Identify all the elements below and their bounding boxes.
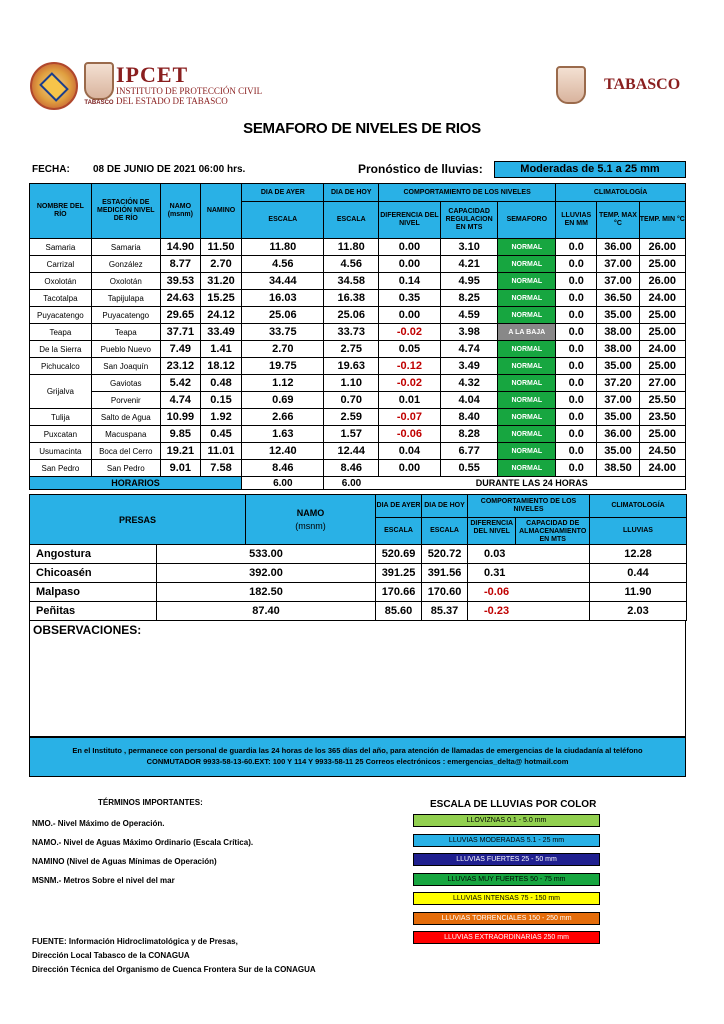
term-item: NMO.- Nivel Máximo de Operación. <box>32 819 165 828</box>
cell-namino: 0.15 <box>200 392 241 409</box>
cell-diff: 0.01 <box>379 392 441 409</box>
cell-hoy: 11.80 <box>324 239 379 256</box>
cell-rain: 0.0 <box>556 358 597 375</box>
river-header: NOMBRE DEL RÍO <box>30 184 92 239</box>
rain-scale-item: LLUVIAS TORRENCIALES 150 - 250 mm <box>413 912 600 925</box>
cell-hoy: 25.06 <box>324 307 379 324</box>
diff-header: DIFERENCIA DEL NIVEL <box>379 202 441 239</box>
cell-tmin: 25.50 <box>639 392 685 409</box>
observaciones-label: OBSERVACIONES: <box>33 623 142 637</box>
horario-hoy: 6.00 <box>324 477 379 490</box>
cell-sem: NORMAL <box>498 239 556 256</box>
dams-body-table <box>29 544 687 621</box>
dams-diff-capacity-header: DIFERENCIA DEL NIVEL CAPACIDAD DE ALMACENAMIENTO EN MTS <box>468 518 590 545</box>
cell-station: Oxolotán <box>91 273 160 290</box>
cell-cap: 0.55 <box>440 460 498 477</box>
cell-tmin: 25.00 <box>639 324 685 341</box>
cell-sem: NORMAL <box>498 341 556 358</box>
dams-climatology-header: CLIMATOLOGÍA <box>590 495 687 518</box>
org-short-name: IPCET <box>116 62 189 87</box>
source-block <box>32 935 316 977</box>
table-row <box>30 409 686 426</box>
table-row <box>30 583 687 602</box>
cell-name: Chicoasén <box>30 564 157 583</box>
cell-tmax: 37.00 <box>597 273 639 290</box>
tabasco-crest-small: TABASCO <box>82 62 116 106</box>
table-row <box>30 564 687 583</box>
cell-diff: 0.00 <box>379 256 441 273</box>
cell-hoy: 85.37 <box>422 602 468 621</box>
cell-station: Gaviotas <box>91 375 160 392</box>
cell-hoy: 520.72 <box>422 545 468 564</box>
cell-namo: 7.49 <box>160 341 200 358</box>
table-row <box>30 341 686 358</box>
namo-header: NAMO (msnm) <box>160 184 200 239</box>
table-row <box>30 273 686 290</box>
climatology-header: CLIMATOLOGÍA <box>556 184 686 202</box>
cell-river: Pichucalco <box>30 358 92 375</box>
cell-diff: 0.31 <box>468 564 590 583</box>
cell-tmin: 24.50 <box>639 443 685 460</box>
dams-table <box>29 494 687 545</box>
cell-cap: 4.95 <box>440 273 498 290</box>
today-header: DIA DE HOY <box>324 184 379 202</box>
cell-namo: 23.12 <box>160 358 200 375</box>
cell-station: Boca del Cerro <box>91 443 160 460</box>
source-line: FUENTE: Información Hidroclimatológica y de Presas, <box>32 937 238 946</box>
presas-header: PRESAS <box>30 495 246 545</box>
cell-tmin: 23.50 <box>639 409 685 426</box>
day-before-header: DIA DE AYER <box>242 184 324 202</box>
cell-tmax: 36.00 <box>597 426 639 443</box>
rain-scale-item: LLUVIAS INTENSAS 75 - 150 mm <box>413 892 600 905</box>
cell-hoy: 16.38 <box>324 290 379 307</box>
cell-rain: 0.0 <box>556 256 597 273</box>
table-row <box>30 602 687 621</box>
cell-name: Angostura <box>30 545 157 564</box>
scale-header: ESCALA <box>324 202 379 239</box>
cell-cap: 4.74 <box>440 341 498 358</box>
proteccion-civil-logo <box>30 62 78 110</box>
rain-header: LLUVIAS EN MM <box>556 202 597 239</box>
cell-namo: 87.40 <box>157 602 376 621</box>
cell-sem: NORMAL <box>498 273 556 290</box>
cell-diff: 0.00 <box>379 460 441 477</box>
cell-hoy: 4.56 <box>324 256 379 273</box>
cell-hoy: 2.75 <box>324 341 379 358</box>
cell-hoy: 12.44 <box>324 443 379 460</box>
cell-rain: 0.0 <box>556 239 597 256</box>
cell-cap: 3.49 <box>440 358 498 375</box>
cell-sem: NORMAL <box>498 392 556 409</box>
cell-station: San Joaquín <box>91 358 160 375</box>
table-row <box>30 256 686 273</box>
cell-ayer: 25.06 <box>242 307 324 324</box>
cell-ayer: 16.03 <box>242 290 324 307</box>
cell-hoy: 391.56 <box>422 564 468 583</box>
cell-cap: 8.28 <box>440 426 498 443</box>
cell-station: Puyacatengo <box>91 307 160 324</box>
cell-sem: NORMAL <box>498 290 556 307</box>
cell-station: González <box>91 256 160 273</box>
terms-list <box>32 814 253 890</box>
horario-ayer: 6.00 <box>242 477 324 490</box>
cell-ayer: 2.70 <box>242 341 324 358</box>
cell-name: Malpaso <box>30 583 157 602</box>
cell-namino: 2.70 <box>200 256 241 273</box>
rain-scale-item: LLUVIAS MUY FUERTES 50 - 75 mm <box>413 873 600 886</box>
source-line: Dirección Técnica del Organismo de Cuenca Frontera Sur de la CONAGUA <box>32 965 316 974</box>
cell-diff: 0.14 <box>379 273 441 290</box>
cell-cap: 3.98 <box>440 324 498 341</box>
cell-namo: 182.50 <box>157 583 376 602</box>
cell-rain: 0.0 <box>556 307 597 324</box>
observaciones-box <box>29 620 686 737</box>
notice-line: CONMUTADOR 9933-58-13-60.EXT: 100 Y 114 Y 9933-58-11 25 Correos electrónicos : emergencias_delta@ hotmail.com <box>146 757 569 766</box>
cell-hoy: 33.73 <box>324 324 379 341</box>
cell-tmax: 38.00 <box>597 341 639 358</box>
cell-diff: -0.06 <box>468 583 590 602</box>
cell-namino: 18.12 <box>200 358 241 375</box>
dams-behavior-header: COMPORTAMIENTO DE LOS NIVELES <box>468 495 590 518</box>
cell-namo: 39.53 <box>160 273 200 290</box>
cell-station: Samaria <box>91 239 160 256</box>
cell-tmax: 35.00 <box>597 358 639 375</box>
table-row <box>30 460 686 477</box>
forecast-label: Pronóstico de lluvias: <box>358 162 483 176</box>
table-row <box>30 545 687 564</box>
cell-tmin: 25.00 <box>639 256 685 273</box>
rain-scale-item: LLUVIAS EXTRAORDINARIAS 250 mm <box>413 931 600 944</box>
cell-diff: 0.04 <box>379 443 441 460</box>
table-row <box>30 443 686 460</box>
cell-namo: 9.01 <box>160 460 200 477</box>
cell-ayer: 33.75 <box>242 324 324 341</box>
cell-cap: 4.32 <box>440 375 498 392</box>
rain-scale-item: LLUVIAS MODERADAS 5.1 - 25 mm <box>413 834 600 847</box>
cell-diff: 0.35 <box>379 290 441 307</box>
cell-cap: 2.03 <box>590 602 687 621</box>
cell-station: Pueblo Nuevo <box>91 341 160 358</box>
cell-ayer: 391.25 <box>376 564 422 583</box>
cell-tmin: 26.00 <box>639 239 685 256</box>
cell-cap: 4.04 <box>440 392 498 409</box>
cell-station: Porvenir <box>91 392 160 409</box>
cell-diff: -0.02 <box>379 375 441 392</box>
cell-namino: 1.41 <box>200 341 241 358</box>
cell-tmax: 37.20 <box>597 375 639 392</box>
dams-day-before-header: DIA DE AYER <box>376 495 422 518</box>
rain-scale-title: ESCALA DE LLUVIAS POR COLOR <box>430 799 597 810</box>
cell-diff: 0.03 <box>468 545 590 564</box>
table-row <box>30 426 686 443</box>
cell-ayer: 2.66 <box>242 409 324 426</box>
behavior-header: COMPORTAMIENTO DE LOS NIVELES <box>379 184 556 202</box>
cell-namo: 9.85 <box>160 426 200 443</box>
cell-sem: A LA BAJA <box>498 324 556 341</box>
scale-header: ESCALA <box>242 202 324 239</box>
cell-cap: 3.10 <box>440 239 498 256</box>
semaforo-header: SEMAFORO <box>498 202 556 239</box>
cell-tmax: 36.50 <box>597 290 639 307</box>
dams-namo-header: NAMO (msnm) <box>246 495 376 545</box>
cell-sem: NORMAL <box>498 426 556 443</box>
cell-hoy: 0.70 <box>324 392 379 409</box>
cell-namino: 15.25 <box>200 290 241 307</box>
cell-cap: 4.21 <box>440 256 498 273</box>
cell-rain: 0.0 <box>556 273 597 290</box>
cell-rain: 0.0 <box>556 375 597 392</box>
dams-scale-header: ESCALA <box>376 518 422 545</box>
cell-river: Puyacatengo <box>30 307 92 324</box>
terms-title: TÉRMINOS IMPORTANTES: <box>98 798 203 807</box>
cell-cap: 8.25 <box>440 290 498 307</box>
cell-sem: NORMAL <box>498 460 556 477</box>
cell-namo: 19.21 <box>160 443 200 460</box>
cell-ayer: 1.63 <box>242 426 324 443</box>
cell-ayer: 4.56 <box>242 256 324 273</box>
cell-sem: NORMAL <box>498 307 556 324</box>
cell-rain: 0.0 <box>556 443 597 460</box>
cell-sem: NORMAL <box>498 409 556 426</box>
cell-tmax: 37.00 <box>597 256 639 273</box>
cell-tmin: 25.00 <box>639 426 685 443</box>
cell-diff: 0.00 <box>379 239 441 256</box>
cell-cap: 12.28 <box>590 545 687 564</box>
term-item: NAMO.- Nivel de Aguas Máximo Ordinario (Escala Crítica). <box>32 838 254 847</box>
page-title: SEMAFORO DE NIVELES DE RIOS <box>243 120 481 137</box>
cell-hoy: 19.63 <box>324 358 379 375</box>
cell-tmax: 38.50 <box>597 460 639 477</box>
cell-cap: 8.40 <box>440 409 498 426</box>
cell-diff: -0.12 <box>379 358 441 375</box>
cell-tmin: 27.00 <box>639 375 685 392</box>
table-row <box>30 375 686 392</box>
cell-namo: 24.63 <box>160 290 200 307</box>
cell-rain: 0.0 <box>556 392 597 409</box>
cell-tmax: 37.00 <box>597 392 639 409</box>
cell-diff: 0.00 <box>379 307 441 324</box>
cell-ayer: 520.69 <box>376 545 422 564</box>
term-item: MSNM.- Metros Sobre el nivel del mar <box>32 876 175 885</box>
tmin-header: TEMP. MIN °C <box>639 202 685 239</box>
cell-namo: 14.90 <box>160 239 200 256</box>
tmax-header: TEMP. MAX °C <box>597 202 639 239</box>
cell-river: Grijalva <box>30 375 92 409</box>
term-item: NAMINO (Nivel de Aguas Mínimas de Operación) <box>32 857 217 866</box>
table-row <box>30 324 686 341</box>
cell-rain: 0.0 <box>556 324 597 341</box>
cell-namo: 5.42 <box>160 375 200 392</box>
cell-namo: 37.71 <box>160 324 200 341</box>
cell-rain: 0.0 <box>556 426 597 443</box>
cell-tmax: 35.00 <box>597 409 639 426</box>
cell-tmin: 24.00 <box>639 290 685 307</box>
date-label: FECHA: <box>32 164 70 175</box>
cell-diff: -0.06 <box>379 426 441 443</box>
cell-diff: -0.02 <box>379 324 441 341</box>
cell-sem: NORMAL <box>498 443 556 460</box>
cell-tmin: 26.00 <box>639 273 685 290</box>
cell-tmin: 25.00 <box>639 358 685 375</box>
cell-namino: 0.45 <box>200 426 241 443</box>
cell-cap: 11.90 <box>590 583 687 602</box>
cell-ayer: 12.40 <box>242 443 324 460</box>
rain-scale-item: LLOVIZNAS 0.1 - 5.0 mm <box>413 814 600 827</box>
namino-header: NAMINO <box>200 184 241 239</box>
cell-rain: 0.0 <box>556 460 597 477</box>
cell-river: Carrizal <box>30 256 92 273</box>
source-line: Dirección Local Tabasco de la CONAGUA <box>32 951 190 960</box>
cell-station: Tapijulapa <box>91 290 160 307</box>
cell-namino: 11.01 <box>200 443 241 460</box>
cell-tmin: 24.00 <box>639 460 685 477</box>
cell-namo: 4.74 <box>160 392 200 409</box>
cell-namino: 0.48 <box>200 375 241 392</box>
cell-river: Oxolotán <box>30 273 92 290</box>
cell-ayer: 85.60 <box>376 602 422 621</box>
cell-station: San Pedro <box>91 460 160 477</box>
tabasco-crest-large <box>556 66 586 104</box>
cell-hoy: 34.58 <box>324 273 379 290</box>
cell-ayer: 19.75 <box>242 358 324 375</box>
forecast-value: Moderadas de 5.1 a 25 mm <box>494 161 686 178</box>
cell-namino: 11.50 <box>200 239 241 256</box>
cell-river: San Pedro <box>30 460 92 477</box>
dams-scale-header: ESCALA <box>422 518 468 545</box>
cell-sem: NORMAL <box>498 375 556 392</box>
table-row <box>30 307 686 324</box>
cell-tmax: 35.00 <box>597 443 639 460</box>
date-value: 08 DE JUNIO DE 2021 06:00 hrs. <box>93 164 246 175</box>
dams-today-header: DIA DE HOY <box>422 495 468 518</box>
cell-station: Salto de Agua <box>91 409 160 426</box>
org-full-name: INSTITUTO DE PROTECCIÓN CIVIL DEL ESTADO DE TABASCO <box>116 86 263 106</box>
cell-tmin: 24.00 <box>639 341 685 358</box>
rain-scale-item: LLUVIAS FUERTES 25 - 50 mm <box>413 853 600 866</box>
cell-tmax: 35.00 <box>597 307 639 324</box>
cell-river: Usumacinta <box>30 443 92 460</box>
cell-river: Tacotalpa <box>30 290 92 307</box>
cell-tmin: 25.00 <box>639 307 685 324</box>
cell-diff: -0.07 <box>379 409 441 426</box>
cell-tmax: 38.00 <box>597 324 639 341</box>
cell-hoy: 2.59 <box>324 409 379 426</box>
horario-note: DURANTE LAS 24 HORAS <box>379 477 686 490</box>
cell-sem: NORMAL <box>498 256 556 273</box>
station-header: ESTACIÓN DE MEDICIÓN NIVEL DE RÍO <box>91 184 160 239</box>
cell-ayer: 11.80 <box>242 239 324 256</box>
cell-namino: 31.20 <box>200 273 241 290</box>
cell-hoy: 170.60 <box>422 583 468 602</box>
cell-namo: 533.00 <box>157 545 376 564</box>
notice-line: En el Instituto , permanece con personal de guardia las 24 horas de los 365 días del año, para atención de llamadas de emergencias de la ciudadanía al teléfono <box>72 746 643 755</box>
table-row <box>30 392 686 409</box>
cell-namo: 8.77 <box>160 256 200 273</box>
horarios-label: HORARIOS <box>30 477 242 490</box>
cell-cap: 6.77 <box>440 443 498 460</box>
cell-diff: -0.23 <box>468 602 590 621</box>
cell-cap: 0.44 <box>590 564 687 583</box>
emergency-notice <box>29 737 686 777</box>
dams-rain-header: LLUVIAS <box>590 518 687 545</box>
cell-ayer: 0.69 <box>242 392 324 409</box>
table-row <box>30 290 686 307</box>
table-row <box>30 358 686 375</box>
cell-namino: 33.49 <box>200 324 241 341</box>
cell-river: Puxcatan <box>30 426 92 443</box>
cell-namo: 392.00 <box>157 564 376 583</box>
cell-sem: NORMAL <box>498 358 556 375</box>
cell-cap: 4.59 <box>440 307 498 324</box>
cell-ayer: 8.46 <box>242 460 324 477</box>
cell-rain: 0.0 <box>556 341 597 358</box>
cell-ayer: 1.12 <box>242 375 324 392</box>
cell-station: Teapa <box>91 324 160 341</box>
table-row <box>30 239 686 256</box>
cell-river: Tulija <box>30 409 92 426</box>
capacity-header: CAPACIDAD REGULACION EN MTS <box>440 202 498 239</box>
cell-namino: 24.12 <box>200 307 241 324</box>
cell-rain: 0.0 <box>556 290 597 307</box>
cell-ayer: 170.66 <box>376 583 422 602</box>
cell-hoy: 1.10 <box>324 375 379 392</box>
cell-hoy: 8.46 <box>324 460 379 477</box>
cell-hoy: 1.57 <box>324 426 379 443</box>
cell-diff: 0.05 <box>379 341 441 358</box>
cell-rain: 0.0 <box>556 409 597 426</box>
cell-river: Teapa <box>30 324 92 341</box>
cell-name: Peñitas <box>30 602 157 621</box>
cell-tmax: 36.00 <box>597 239 639 256</box>
cell-river: De la Sierra <box>30 341 92 358</box>
cell-station: Macuspana <box>91 426 160 443</box>
state-name: TABASCO <box>604 76 681 93</box>
cell-namo: 29.65 <box>160 307 200 324</box>
cell-namo: 10.99 <box>160 409 200 426</box>
cell-river: Samaria <box>30 239 92 256</box>
cell-namino: 7.58 <box>200 460 241 477</box>
cell-ayer: 34.44 <box>242 273 324 290</box>
rivers-table <box>29 183 686 490</box>
cell-namino: 1.92 <box>200 409 241 426</box>
